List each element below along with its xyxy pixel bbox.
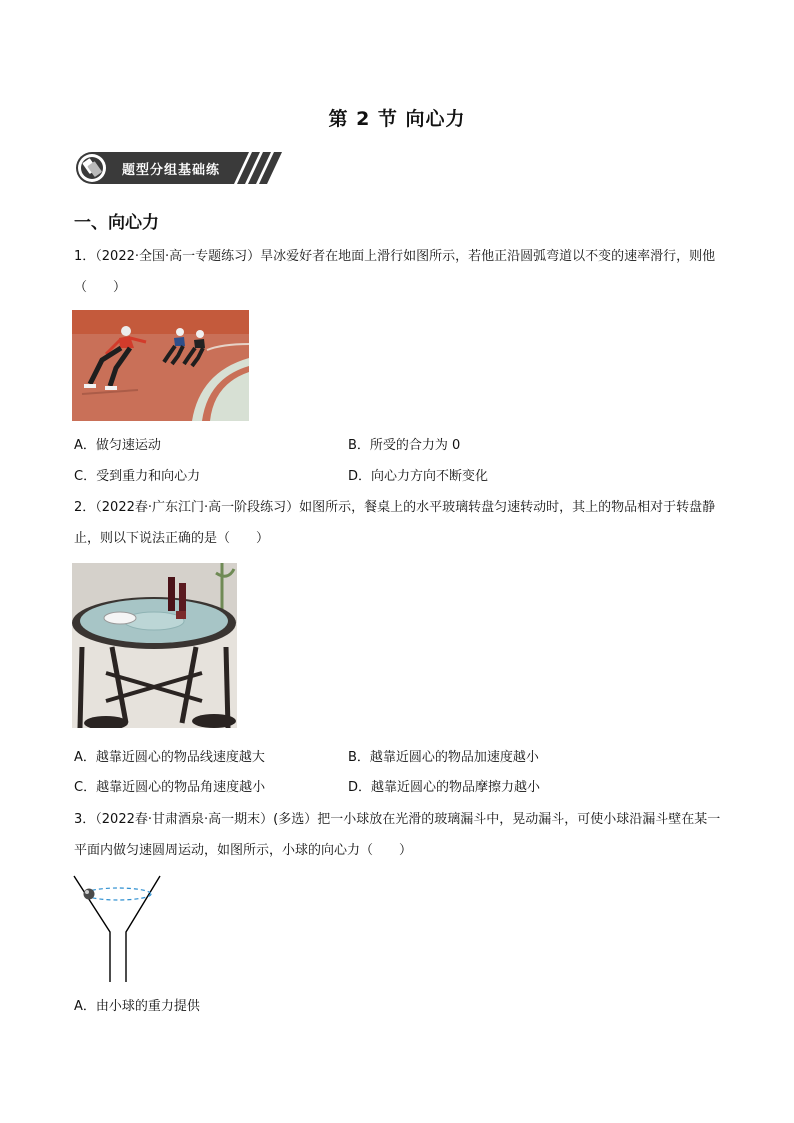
section-banner xyxy=(74,150,284,186)
roller-skaters-photo xyxy=(72,310,249,425)
rotating-table-photo xyxy=(72,563,237,732)
section-heading: 一、向心力 xyxy=(74,213,159,233)
question-2-option-d: D．越靠近圆心的物品摩擦力越小 xyxy=(348,780,541,795)
question-2-option-c: C．越靠近圆心的物品角速度越小 xyxy=(74,780,266,795)
question-1-option-c: C．受到重力和向心力 xyxy=(74,469,201,484)
question-2-text: 2．（2022春·广东江门·高一阶段练习）如图所示，餐桌上的水平玻璃转盘匀速转动时，其上的物品相对于转盘静止，则以下说法正确的是（ ） xyxy=(74,500,716,546)
question-2-option-a: A．越靠近圆心的物品线速度越大 xyxy=(74,750,265,765)
question-1-option-b: B．所受的合力为 0 xyxy=(348,438,461,453)
question-1-option-d: D．向心力方向不断变化 xyxy=(348,469,489,484)
question-2-option-b: B．越靠近圆心的物品加速度越小 xyxy=(348,750,539,765)
question-3-text: 3．（2022春·甘肃酒泉·高一期末）(多选）把一小球放在光滑的玻璃漏斗中，晃动漏斗，可使小球沿漏斗壁在某一平面内做匀速圆周运动，如图所示，小球的向心力（ ） xyxy=(74,812,721,858)
banner-label: 题型分组基础练 xyxy=(122,163,221,178)
question-1-option-a: A．做匀速运动 xyxy=(74,438,161,453)
question-3-option-a: A．由小球的重力提供 xyxy=(74,999,200,1014)
question-1-text: 1．（2022·全国·高一专题练习）旱冰爱好者在地面上滑行如图所示，若他正沿圆弧弯道以不变的速率滑行，则他（ ） xyxy=(74,249,716,295)
funnel-ball-diagram xyxy=(72,872,164,988)
page-title: 第 2 节 向心力 xyxy=(328,108,466,130)
